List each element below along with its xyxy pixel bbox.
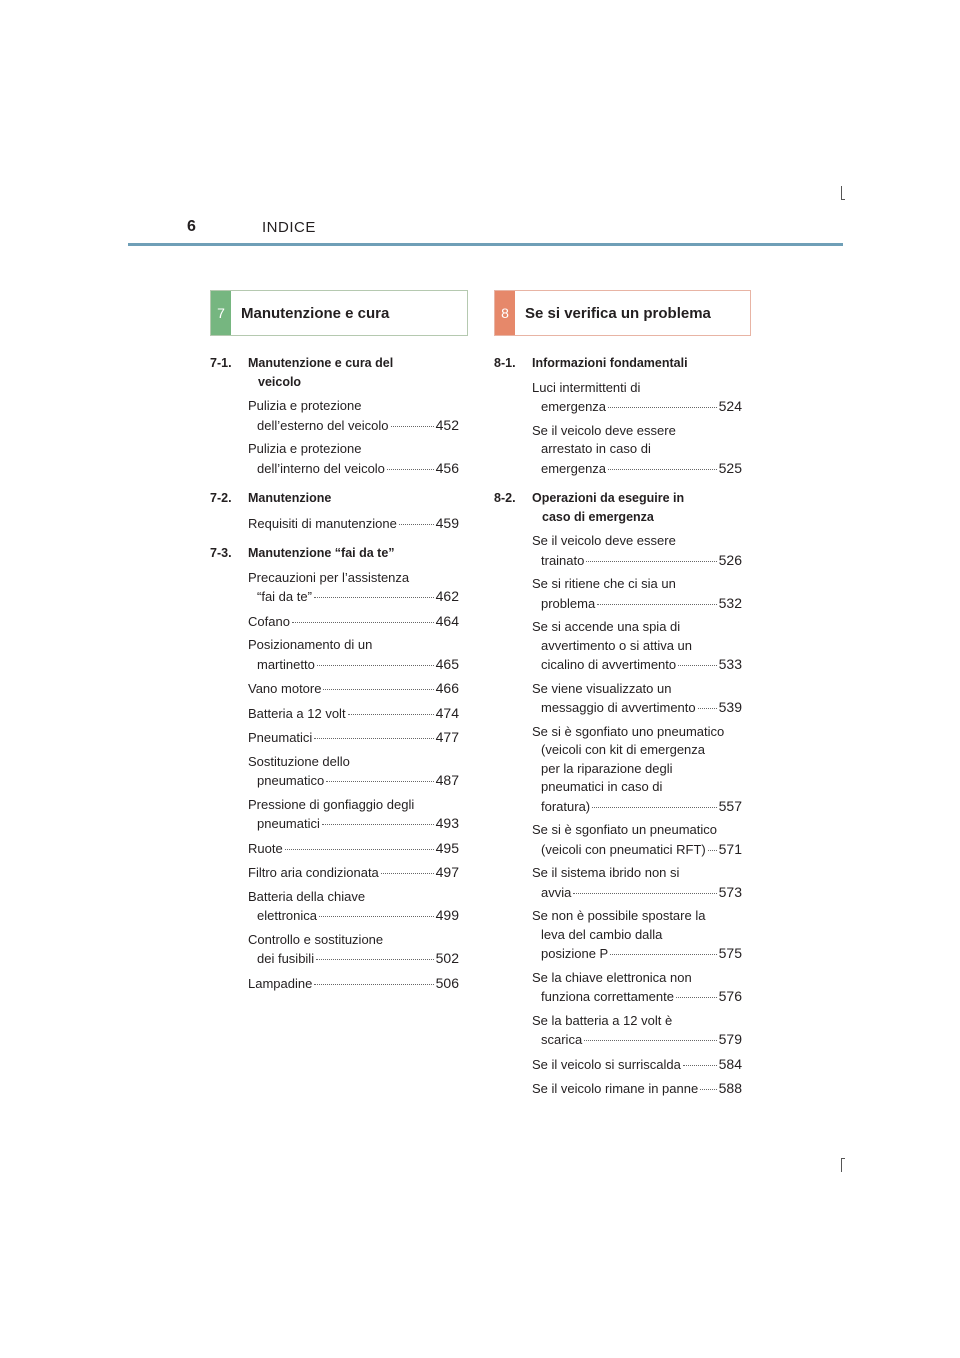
page-ref: 452	[435, 416, 459, 433]
toc-entry-line: Se si è sgonfiato uno pneumatico	[532, 723, 725, 739]
toc-entry-line: Se il sistema ibrido non si	[532, 865, 680, 880]
dot-leader	[326, 781, 433, 782]
chapter-number: 7-1.	[210, 356, 232, 370]
dot-leader	[314, 597, 434, 598]
dot-leader	[698, 708, 717, 709]
toc-entry-line: per la riparazione degli	[541, 760, 673, 776]
toc-entry[interactable]	[248, 397, 459, 435]
page-ref: 462	[435, 588, 459, 604]
dot-leader	[292, 622, 434, 623]
toc-column-section-7	[210, 354, 459, 998]
toc-entry[interactable]	[532, 575, 742, 613]
toc-entry-text: Pneumatici	[248, 730, 313, 745]
dot-leader	[683, 1065, 717, 1066]
chapter-number: 8-1.	[494, 356, 516, 370]
toc-entry-text: (veicoli con pneumatici RFT)	[541, 841, 706, 857]
toc-entry[interactable]	[532, 618, 742, 675]
toc-entry[interactable]	[532, 864, 742, 902]
toc-entry[interactable]	[532, 1012, 742, 1050]
page-ref: 499	[435, 907, 459, 923]
toc-entry-line: Pressione di gonfiaggio degli	[248, 796, 415, 812]
toc-entry-line: Pulizia e protezione	[248, 441, 362, 456]
dot-leader	[708, 850, 717, 851]
page-ref: 526	[718, 551, 742, 568]
chapter-title	[532, 489, 742, 526]
page-ref: 466	[435, 680, 459, 696]
toc-entry-last-line	[248, 728, 459, 748]
section-number: 7	[211, 291, 231, 335]
page-ref: 539	[718, 699, 742, 715]
page-ref: 477	[435, 729, 459, 745]
toc-entry-text: dell’esterno del veicolo	[257, 417, 389, 433]
toc-entry-last-line	[532, 594, 742, 614]
chapter-title-line: Manutenzione	[248, 491, 332, 505]
chapter-heading	[210, 489, 459, 508]
toc-entry-last-line	[532, 840, 742, 860]
dot-leader	[348, 714, 434, 715]
toc-entry[interactable]	[248, 569, 459, 607]
toc-entry[interactable]	[532, 680, 742, 718]
page-ref: 579	[718, 1031, 742, 1047]
toc-entry[interactable]	[248, 704, 459, 724]
toc-entry[interactable]	[532, 379, 742, 417]
section-7-header	[210, 290, 468, 336]
toc-entry-text: problema	[541, 595, 596, 611]
toc-entry-last-line	[248, 514, 459, 534]
toc-entry-line: Luci intermittenti di	[532, 379, 641, 395]
chapter-number: 7-2.	[210, 491, 232, 505]
toc-entry-last-line	[248, 771, 459, 791]
chapter-title	[248, 544, 459, 563]
page-ref: 459	[435, 514, 459, 531]
page-ref: 506	[435, 974, 459, 991]
toc-entry[interactable]	[248, 931, 459, 969]
page-ref: 532	[718, 594, 742, 611]
dot-leader	[322, 824, 434, 825]
chapter-title	[248, 354, 459, 391]
dot-leader	[597, 604, 716, 605]
toc-entry[interactable]	[532, 907, 742, 964]
toc-entry-last-line	[532, 1079, 742, 1099]
toc-entry-last-line	[248, 839, 459, 859]
chapter-title-line: Operazioni da eseguire in	[532, 491, 685, 505]
chapter-title	[532, 354, 742, 373]
toc-entry-line: (veicoli con kit di emergenza	[541, 742, 706, 757]
toc-entry-text: cicalino di avvertimento	[541, 657, 677, 672]
toc-entry-last-line	[248, 612, 459, 632]
toc-entry-last-line	[532, 944, 742, 964]
page-title: INDICE	[262, 219, 316, 236]
page-ref: 502	[435, 950, 459, 966]
toc-entry-text: pneumatici	[257, 816, 320, 831]
toc-entry-line: Se il veicolo deve essere	[532, 422, 676, 438]
dot-leader	[317, 665, 434, 666]
toc-entry[interactable]	[248, 514, 459, 534]
dot-leader	[700, 1089, 716, 1090]
toc-entry-line: Batteria della chiave	[248, 888, 366, 904]
toc-entry-line: Se il veicolo deve essere	[532, 533, 676, 548]
page-ref: 575	[718, 945, 742, 961]
toc-entry-last-line	[248, 863, 459, 883]
toc-entry-text: posizione P	[541, 946, 609, 961]
toc-entry-text: funziona correttamente	[541, 989, 674, 1004]
dot-leader	[608, 407, 717, 408]
toc-entry-text: messaggio di avvertimento	[541, 700, 696, 715]
toc-entry-last-line	[532, 397, 742, 417]
toc-entry[interactable]	[248, 636, 459, 674]
dot-leader	[610, 954, 716, 955]
dot-leader	[584, 1040, 716, 1041]
toc-entry[interactable]	[532, 1055, 742, 1075]
dot-leader	[381, 873, 434, 874]
toc-entry-text: foratura)	[541, 798, 591, 814]
toc-entry-text: Se il veicolo si surriscalda	[532, 1056, 681, 1072]
crop-mark-top	[841, 186, 842, 200]
page-ref: 576	[718, 988, 742, 1004]
toc-entry[interactable]	[248, 753, 459, 791]
toc-entry[interactable]	[248, 440, 459, 478]
toc-entry[interactable]	[248, 863, 459, 883]
toc-entry-last-line	[532, 698, 742, 718]
toc-entry-last-line	[532, 987, 742, 1007]
dot-leader	[316, 959, 434, 960]
dot-leader	[323, 689, 433, 690]
toc-entry-line: arrestato in caso di	[541, 441, 651, 456]
toc-entry-text: “fai da te”	[257, 589, 312, 604]
toc-entry-last-line	[248, 814, 459, 834]
page-ref: 525	[718, 459, 742, 476]
crop-mark-bottom-tick	[841, 1158, 845, 1159]
toc-entry-line: Posizionamento di un	[248, 637, 373, 652]
dot-leader	[314, 984, 433, 985]
toc-entry-text: dell’interno del veicolo	[257, 460, 385, 476]
toc-entry-text: Batteria a 12 volt	[248, 705, 346, 721]
toc-entry-last-line	[248, 704, 459, 724]
toc-entry-last-line	[532, 797, 742, 817]
dot-leader	[676, 997, 717, 998]
dot-leader	[592, 807, 717, 808]
dot-leader	[399, 524, 434, 525]
toc-entry[interactable]	[532, 1079, 742, 1099]
toc-entry-line: Sostituzione dello	[248, 753, 350, 769]
toc-entry-line: Se viene visualizzato un	[532, 680, 672, 696]
page-ref: 571	[718, 840, 742, 857]
toc-column-section-8	[494, 354, 742, 1104]
chapter-title-line: veicolo	[258, 374, 302, 389]
toc-entry-line: Se si ritiene che ci sia un	[532, 576, 676, 591]
toc-entry-text: emergenza	[541, 460, 607, 476]
toc-entry-line: Se non è possibile spostare la	[532, 908, 706, 923]
toc-entry-line: Se si accende una spia di	[532, 619, 681, 634]
toc-entry[interactable]	[532, 422, 742, 479]
toc-entry-line: Pulizia e protezione	[248, 398, 362, 413]
header-rule	[128, 243, 843, 246]
toc-entry-text: Se il veicolo rimane in panne	[532, 1081, 699, 1096]
crop-mark-bottom	[841, 1158, 842, 1172]
toc-entry-text: Vano motore	[248, 681, 322, 696]
toc-entry-last-line	[248, 459, 459, 479]
toc-entry-last-line	[532, 883, 742, 903]
section-title: Se si verifica un problema	[525, 304, 711, 322]
page-ref: 474	[435, 704, 459, 721]
page-ref: 464	[435, 612, 459, 629]
toc-entry-last-line	[532, 459, 742, 479]
chapter-heading	[210, 544, 459, 563]
page-ref: 465	[435, 655, 459, 672]
toc-entry-line: Se la chiave elettronica non	[532, 969, 692, 985]
toc-entry-text: scarica	[541, 1032, 583, 1047]
page-ref: 573	[718, 883, 742, 900]
dot-leader	[391, 426, 434, 427]
dot-leader	[387, 469, 434, 470]
toc-entry-line: Controllo e sostituzione	[248, 931, 384, 947]
toc-entry[interactable]	[532, 532, 742, 570]
toc-entry-line: pneumatici in caso di	[541, 779, 663, 794]
toc-entry-line: Precauzioni per l’assistenza	[248, 569, 410, 585]
toc-entry-last-line	[248, 587, 459, 607]
chapter-heading	[494, 489, 742, 526]
page-ref: 497	[435, 864, 459, 880]
toc-entry-last-line	[248, 906, 459, 926]
chapter-number: 7-3.	[210, 546, 232, 560]
toc-entry-text: Cofano	[248, 613, 290, 629]
page-ref: 495	[435, 839, 459, 856]
chapter-title	[248, 489, 459, 508]
toc-entry-last-line	[248, 655, 459, 675]
dot-leader	[678, 665, 717, 666]
toc-entry-text: trainato	[541, 552, 585, 568]
chapter-title-line: caso di emergenza	[542, 509, 654, 524]
dot-leader	[586, 561, 716, 562]
page-ref: 524	[718, 398, 742, 414]
crop-mark-top-tick	[841, 199, 845, 200]
toc-entry-last-line	[248, 974, 459, 994]
page-ref: 588	[718, 1080, 742, 1096]
chapter-title-line: Manutenzione e cura del	[248, 356, 394, 370]
toc-entry-line: Se la batteria a 12 volt è	[532, 1012, 673, 1028]
chapter-heading	[210, 354, 459, 391]
toc-entry-text: pneumatico	[257, 773, 325, 788]
toc-entry-text: elettronica	[257, 908, 317, 923]
dot-leader	[573, 893, 716, 894]
page-ref: 487	[435, 772, 459, 788]
toc-entry[interactable]	[532, 723, 742, 817]
toc-entry[interactable]	[532, 821, 742, 859]
toc-entry-text: Requisiti di manutenzione	[248, 515, 397, 531]
toc-entry-text: martinetto	[257, 656, 315, 672]
toc-entry-last-line	[248, 679, 459, 699]
section-number: 8	[495, 291, 515, 335]
toc-entry[interactable]	[248, 974, 459, 994]
toc-entry[interactable]	[248, 839, 459, 859]
toc-entry-last-line	[248, 949, 459, 969]
chapter-title-line: Informazioni fondamentali	[532, 356, 688, 370]
toc-entry[interactable]	[532, 969, 742, 1007]
dot-leader	[608, 469, 717, 470]
toc-entry-text: Lampadine	[248, 975, 313, 991]
toc-entry-line: leva del cambio dalla	[541, 926, 663, 942]
toc-entry-last-line	[248, 416, 459, 436]
chapter-title-line: Manutenzione “fai da te”	[248, 546, 395, 560]
toc-entry-line: Se si è sgonfiato un pneumatico	[532, 822, 718, 837]
page-ref: 493	[435, 815, 459, 831]
section-title: Manutenzione e cura	[241, 304, 390, 322]
page-number: 6	[187, 218, 196, 235]
dot-leader	[319, 916, 434, 917]
toc-entry-last-line	[532, 551, 742, 571]
chapter-heading	[494, 354, 742, 373]
toc-entry-text: dei fusibili	[257, 951, 315, 966]
toc-entry-last-line	[532, 1055, 742, 1075]
toc-entry-last-line	[532, 655, 742, 675]
chapter-number: 8-2.	[494, 491, 516, 505]
toc-entry-text: avvia	[541, 884, 572, 900]
toc-entry-text: emergenza	[541, 399, 607, 414]
toc-entry[interactable]	[248, 728, 459, 748]
page-ref: 584	[718, 1055, 742, 1072]
toc-entry[interactable]	[248, 612, 459, 632]
page-ref: 456	[435, 459, 459, 476]
dot-leader	[285, 849, 434, 850]
toc-entry[interactable]	[248, 796, 459, 834]
toc-entry-line: avvertimento o si attiva un	[541, 637, 693, 653]
dot-leader	[314, 738, 433, 739]
toc-entry-last-line	[532, 1030, 742, 1050]
page-ref: 533	[718, 656, 742, 672]
toc-entry-text: Filtro aria condizionata	[248, 865, 379, 880]
page-ref: 557	[718, 797, 742, 814]
section-8-header	[494, 290, 751, 336]
toc-entry[interactable]	[248, 679, 459, 699]
toc-entry-text: Ruote	[248, 840, 283, 856]
toc-entry[interactable]	[248, 888, 459, 926]
